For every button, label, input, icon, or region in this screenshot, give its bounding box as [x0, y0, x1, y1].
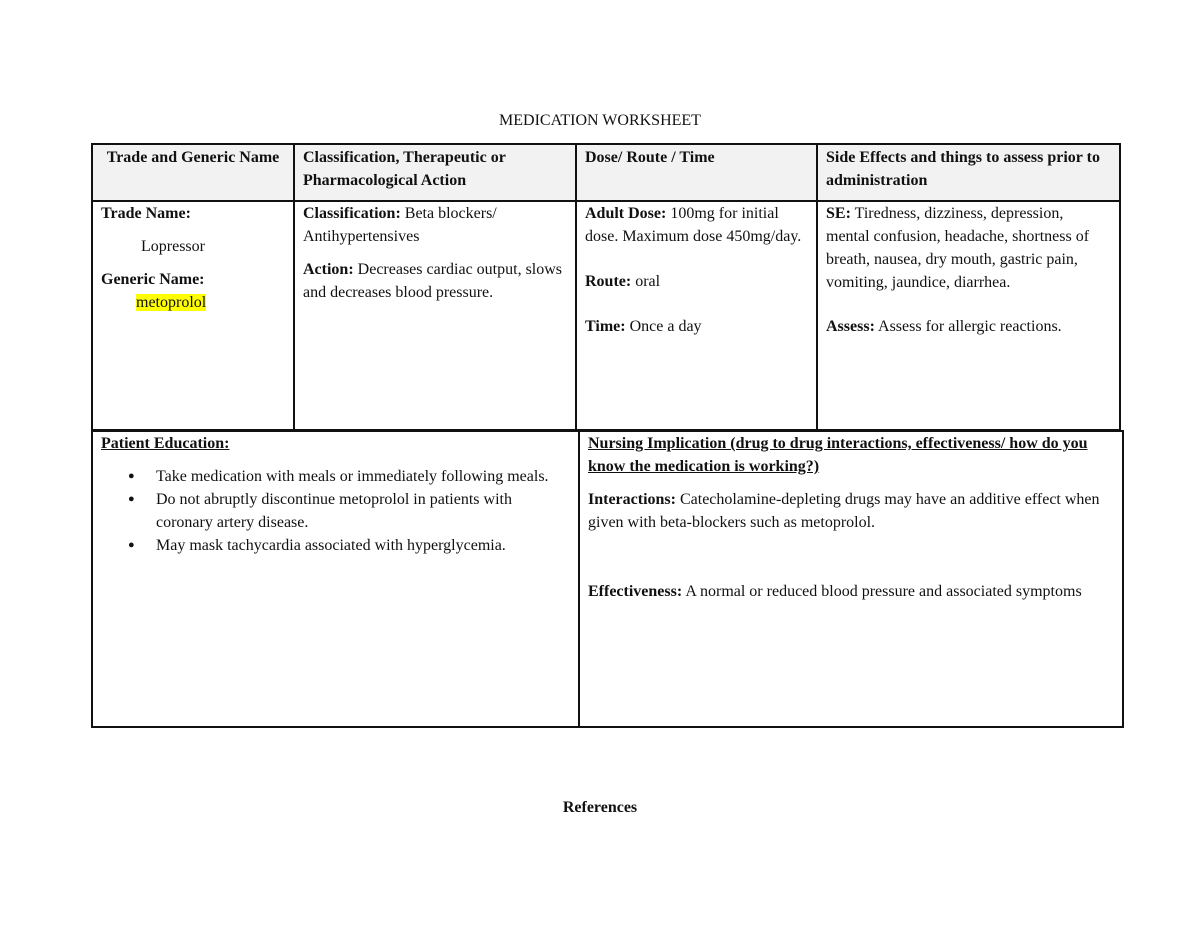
route-value: oral — [635, 273, 661, 290]
adult-dose-value: 100mg for initial dose. Maximum dose 450mg/day. — [585, 205, 802, 245]
classification-value: Beta blockers/ Antihypertensives — [303, 205, 497, 245]
classification-label: Classification: — [303, 205, 401, 222]
time-label: Time: — [585, 318, 626, 335]
header-dose-route-time: Dose/ Route / Time — [585, 149, 715, 166]
header-classification: Classification, Therapeutic or Pharmacological Action — [303, 149, 506, 189]
patient-education-label: Patient Education: — [101, 435, 230, 452]
action-value: Decreases cardiac output, slows and decreases blood pressure. — [303, 261, 563, 301]
effectiveness-label: Effectiveness: — [588, 583, 683, 600]
medication-table — [91, 143, 1121, 431]
education-nursing-table — [91, 430, 1124, 728]
trade-name-label: Trade Name: — [101, 205, 191, 222]
education-item: ● Do not abruptly discontinue metoprolol in patients with coronary artery disease. — [156, 488, 569, 534]
cell-names — [93, 202, 293, 314]
interactions-value: Catecholamine-depleting drugs may have an additive effect when given with beta-blockers such as metoprolol. — [588, 491, 1100, 531]
se-value: Tiredness, dizziness, depression, mental confusion, headache, shortness of breath, nausea, dry mouth, gastric pain, vomiting, jaundice, diarrhea. — [826, 205, 1090, 291]
assess-label: Assess: — [826, 318, 875, 335]
generic-name-label: Generic Name: — [101, 271, 205, 288]
education-item: ● May mask tachycardia associated with hyperglycemia. — [156, 534, 569, 557]
interactions-label: Interactions: — [588, 491, 676, 508]
assess-value: Assess for allergic reactions. — [878, 318, 1062, 335]
cell-nursing-implication — [578, 432, 1122, 726]
education-list — [101, 465, 569, 557]
cell-dose — [577, 202, 816, 338]
route-label: Route: — [585, 273, 632, 290]
generic-name-value: metoprolol — [136, 294, 207, 311]
effectiveness-value: A normal or reduced blood pressure and associated symptoms — [685, 583, 1082, 600]
education-item: ● Take medication with meals or immediately following meals. — [156, 465, 569, 488]
header-trade-generic: Trade and Generic Name — [106, 149, 280, 166]
se-label: SE: — [826, 205, 851, 222]
nursing-implication-label: Nursing Implication (drug to drug interactions, effectiveness/ how do you know the medication is working?) — [588, 435, 1088, 475]
cell-patient-education — [93, 432, 577, 726]
cell-side-effects — [818, 202, 1118, 338]
cell-classification — [295, 202, 575, 304]
adult-dose-label: Adult Dose: — [585, 205, 667, 222]
references-heading: References — [562, 799, 638, 816]
header-side-effects: Side Effects and things to assess prior to administration — [826, 149, 1100, 189]
trade-name-value: Lopressor — [141, 238, 205, 255]
time-value: Once a day — [629, 318, 702, 335]
action-label: Action: — [303, 261, 354, 278]
worksheet-title: MEDICATION WORKSHEET — [499, 112, 701, 129]
